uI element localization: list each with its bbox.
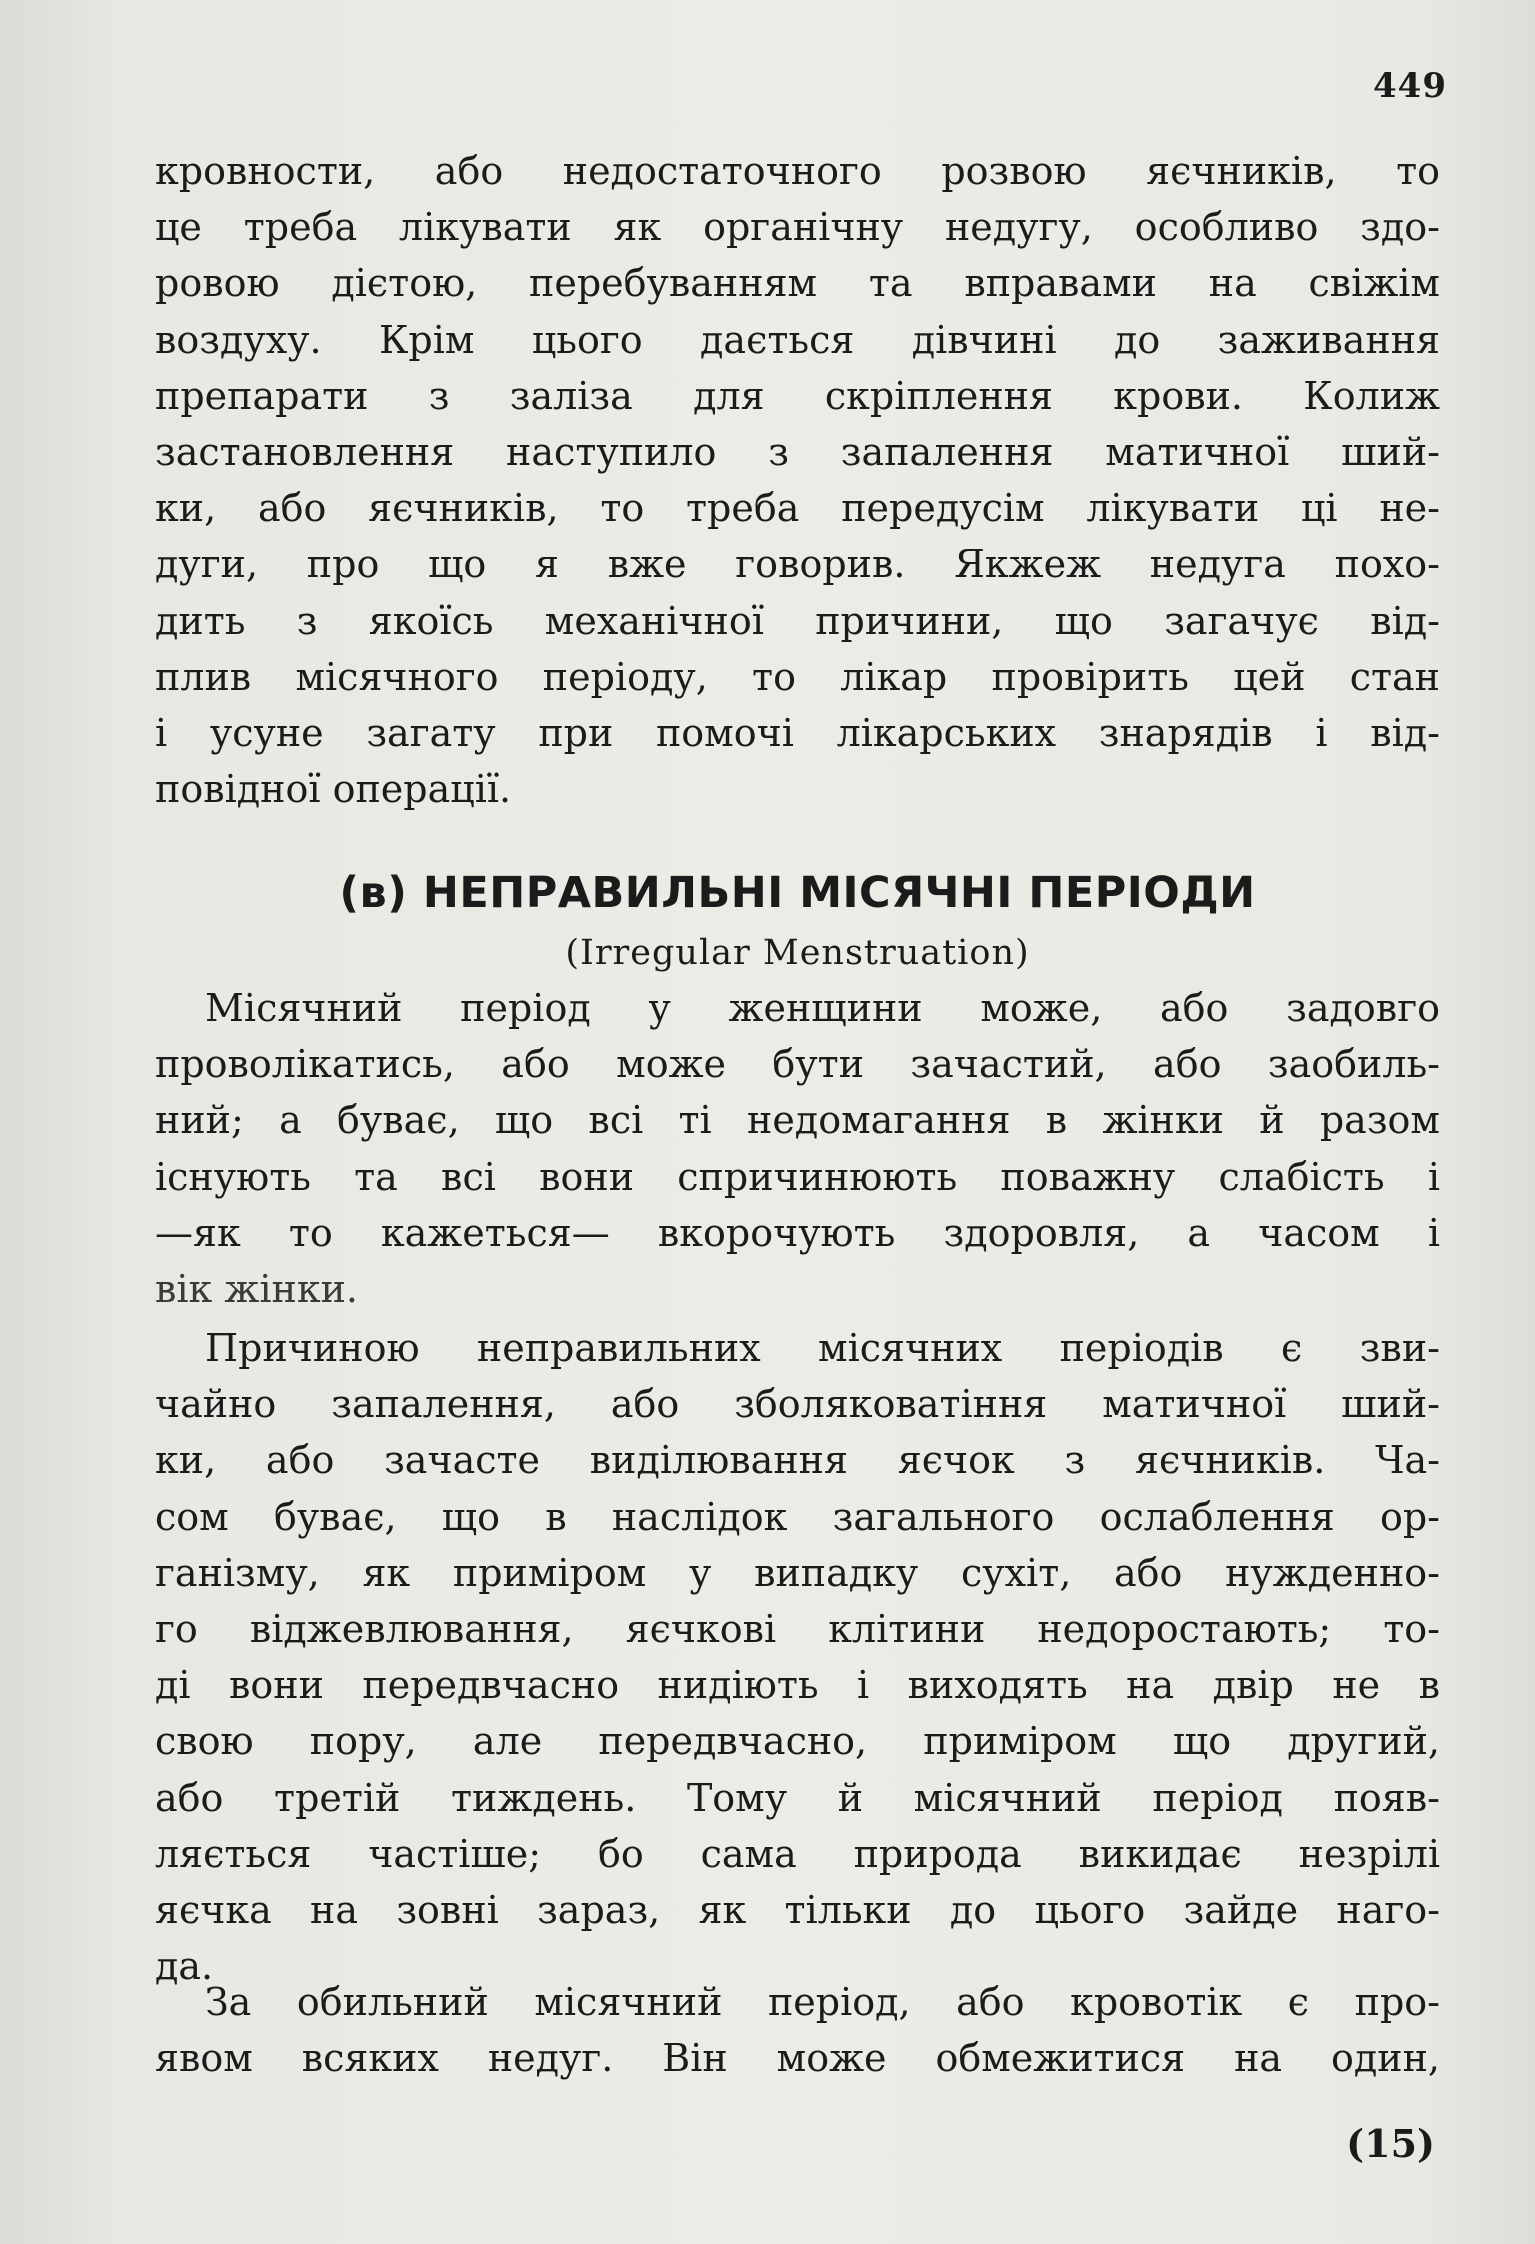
paragraph-2 (155, 980, 1440, 1317)
paragraph-1 (155, 143, 1440, 817)
text-line: чайно запалення, або зболяковатіння матичної ший- (155, 1382, 1440, 1427)
text-line: ки, або зачасте виділювання яєчок з яєчників. Ча- (155, 1438, 1440, 1483)
text-line: ганізму, як приміром у випадку сухіт, або нужденно- (155, 1550, 1440, 1595)
text-line: і усуне загату при помочі лікарських знарядів і від- (155, 710, 1440, 755)
text-line: це треба лікувати як органічну недугу, особливо здо- (155, 205, 1440, 250)
paragraph-3 (155, 1320, 1440, 1994)
text-line: да. (155, 1944, 214, 1989)
text-line: дуги, про що я вже говорив. Якжеж недуга похо- (155, 542, 1440, 587)
text-line: застановлення наступило з запалення матичної ший- (155, 429, 1440, 474)
text-line: вік жінки. (155, 1266, 358, 1311)
text-line: го віджевлювання, яєчкові клітини недоростають; то- (155, 1606, 1440, 1651)
text-line: ки, або яєчників, то треба передусім лікувати ці не- (155, 486, 1440, 531)
text-line: кровности, або недостаточного розвою яєчників, то (155, 149, 1440, 193)
text-line: ді вони передвчасно нидіють і виходять на двір не в (155, 1663, 1440, 1708)
text-line: За обильний місячний період, або кровотік є про- (205, 1980, 1440, 2024)
text-line: явом всяких недуг. Він може обмежитися на один, (155, 2036, 1440, 2081)
text-line: ровою дієтою, перебуванням та вправами на свіжім (155, 261, 1440, 306)
text-line: повідної операції. (155, 767, 512, 812)
footer-page-number: (15) (1346, 2121, 1435, 2166)
text-line: Місячний період у женщини може, або задовго (205, 986, 1440, 1030)
text-line: яєчка на зовні зараз, як тільки до цього зайде наго- (155, 1887, 1440, 1932)
text-line: або третій тиждень. Тому й місячний період появ- (155, 1775, 1440, 1820)
text-line: свою пору, але передвчасно, приміром що другий, (155, 1719, 1440, 1764)
text-line: препарати з заліза для скріплення крови. Колиж (155, 373, 1440, 418)
text-line: дить з якоїсь механічної причини, що загачує від- (155, 598, 1440, 643)
text-line: існують та всі вони спричинюють поважну слабість і (155, 1154, 1440, 1199)
text-line: —як то кажеться— вкорочують здоровля, а часом і (155, 1210, 1440, 1255)
section-subheading: (Irregular Menstruation) (565, 933, 1030, 973)
text-line: воздуху. Крім цього дається дівчині до заживання (155, 317, 1440, 362)
text-line: Причиною неправильних місячних періодів є зви- (205, 1326, 1440, 1370)
section-heading: (в) НЕПРАВИЛЬНІ МІСЯЧНІ ПЕРІОДИ (339, 868, 1256, 918)
text-line: плив місячного періоду, то лікар провірить цей стан (155, 654, 1440, 699)
text-line: ний; а буває, що всі ті недомагання в жінки й разом (155, 1098, 1440, 1143)
text-line: ляється частіше; бо сама природа викидає незрілі (155, 1831, 1440, 1876)
page-number: 449 (1373, 66, 1447, 106)
paragraph-4 (155, 1974, 1440, 2086)
text-line: проволікатись, або може бути зачастий, або заобиль- (155, 1042, 1440, 1087)
text-line: сом буває, що в наслідок загального ослаблення ор- (155, 1494, 1440, 1539)
